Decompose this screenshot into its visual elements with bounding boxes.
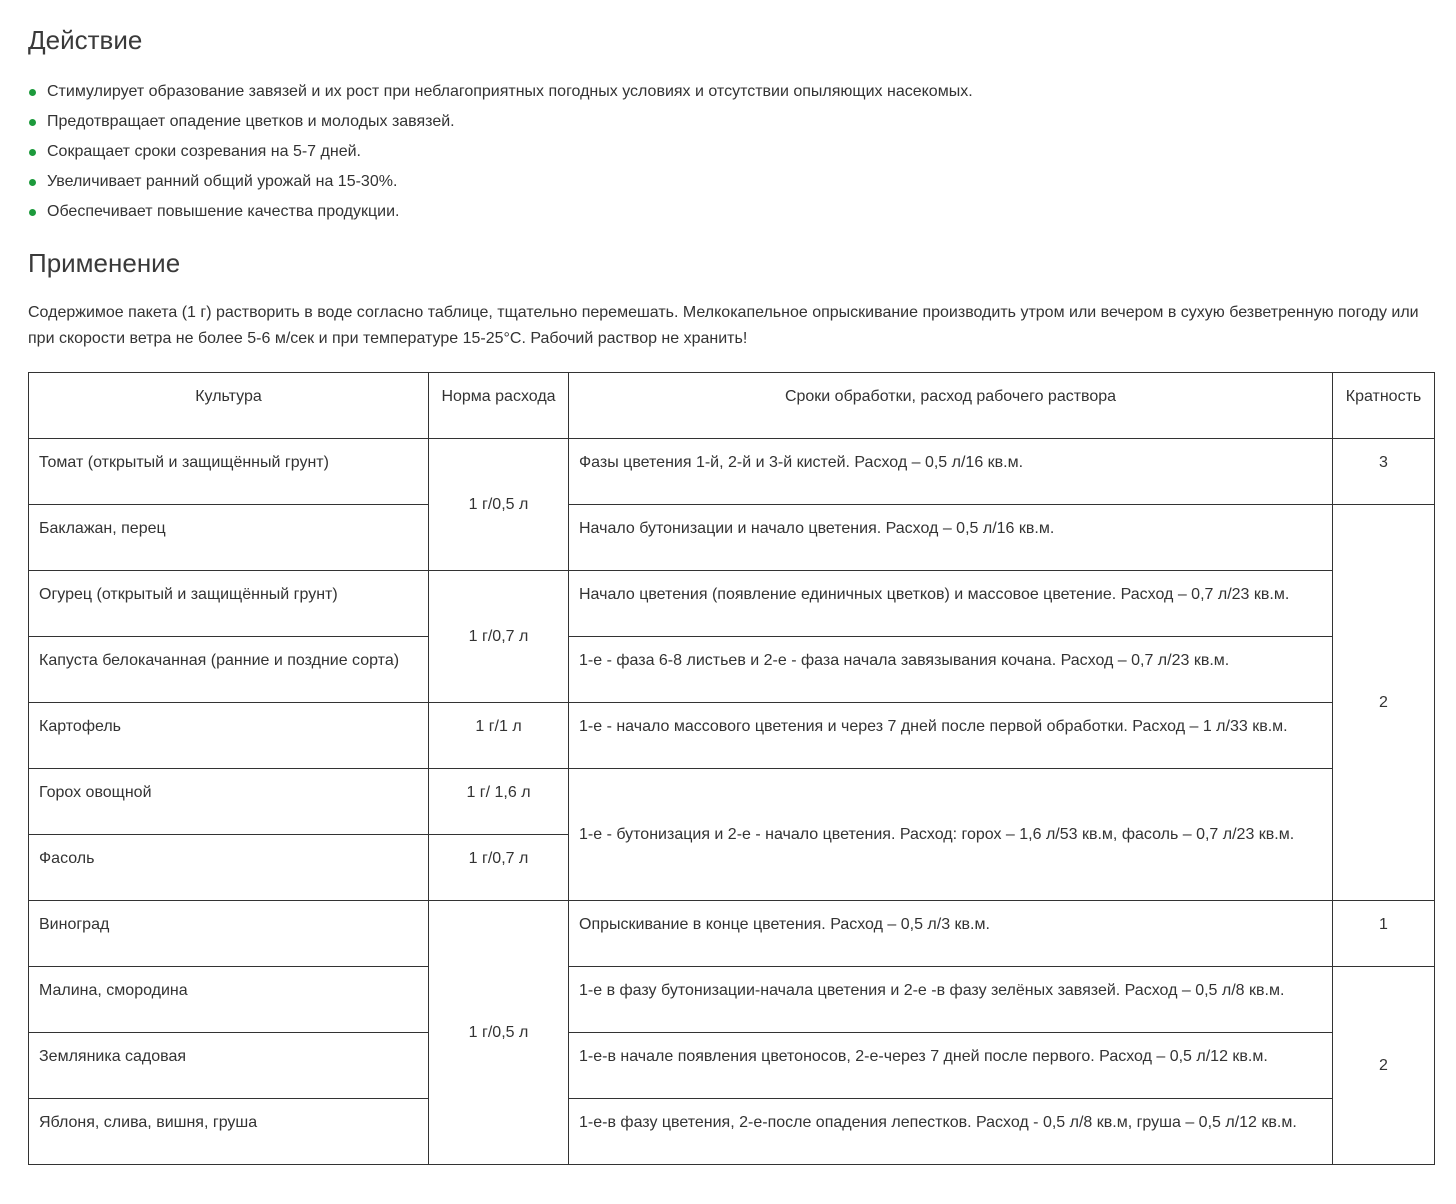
table-row [29, 439, 1435, 505]
table-row [29, 637, 1435, 703]
cell-crop: Земляника садовая [29, 1033, 429, 1099]
cell-timing: 1-е в фазу бутонизации-начала цветения и 2-е -в фазу зелёных завязей. Расход – 0,5 л/8 кв.м. [569, 967, 1333, 1033]
header-multiplicity: Кратность [1333, 373, 1435, 439]
cell-timing: Опрыскивание в конце цветения. Расход – 0,5 л/3 кв.м. [569, 901, 1333, 967]
bullet-icon [29, 149, 36, 156]
cell-rate: 1 г/0,7 л [429, 835, 569, 901]
cell-rate: 1 г/1 л [429, 703, 569, 769]
list-item [28, 107, 973, 137]
list-item-text: Сокращает сроки созревания на 5-7 дней. [47, 143, 361, 160]
cell-crop: Виноград [29, 901, 429, 967]
cell-timing: Фазы цветения 1-й, 2-й и 3-й кистей. Расход – 0,5 л/16 кв.м. [569, 439, 1333, 505]
table-row [29, 769, 1435, 835]
section-title-action: Действие [28, 25, 143, 55]
cell-crop: Капуста белокачанная (ранние и поздние сорта) [29, 637, 429, 703]
table-row [29, 901, 1435, 967]
cell-crop: Горох овощной [29, 769, 429, 835]
table-row [29, 571, 1435, 637]
cell-multiplicity: 3 [1333, 439, 1435, 505]
table-row [29, 1033, 1435, 1099]
list-item-text: Увеличивает ранний общий урожай на 15-30%. [47, 173, 398, 190]
cell-rate: 1 г/0,5 л [429, 439, 569, 571]
list-item-text: Предотвращает опадение цветков и молодых завязей. [47, 113, 455, 130]
list-item [28, 197, 973, 227]
cell-rate: 1 г/0,5 л [429, 901, 569, 1165]
usage-paragraph: Содержимое пакета (1 г) растворить в воде согласно таблице, тщательно перемешать. Мелкокапельное опрыскивание производить утром или вечером в сухую безветренную погоду или при скорости ветра не более 5-6 м/сек и при температуре 15-25°С. Рабочий раствор не хранить! [28, 304, 1419, 347]
section-title-usage: Применение [28, 248, 181, 278]
cell-crop: Малина, смородина [29, 967, 429, 1033]
bullet-icon [29, 209, 36, 216]
list-item [28, 77, 973, 107]
table-header-row [29, 373, 1435, 439]
bullet-icon [29, 89, 36, 96]
cell-timing: Начало бутонизации и начало цветения. Расход – 0,5 л/16 кв.м. [569, 505, 1333, 571]
cell-crop: Баклажан, перец [29, 505, 429, 571]
cell-multiplicity: 2 [1333, 967, 1435, 1165]
cell-crop: Картофель [29, 703, 429, 769]
cell-timing: 1-е - начало массового цветения и через 7 дней после первой обработки. Расход – 1 л/33 кв.м. [569, 703, 1333, 769]
usage-table [28, 372, 1435, 1165]
header-rate: Норма расхода [429, 373, 569, 439]
cell-rate: 1 г/ 1,6 л [429, 769, 569, 835]
cell-crop: Яблоня, слива, вишня, груша [29, 1099, 429, 1165]
cell-timing: 1-е-в фазу цветения, 2-е-после опадения лепестков. Расход - 0,5 л/8 кв.м, груша – 0,5 л/12 кв.м. [569, 1099, 1333, 1165]
table-row [29, 703, 1435, 769]
cell-timing: Начало цветения (появление единичных цветков) и массовое цветение. Расход – 0,7 л/23 кв.м. [569, 571, 1333, 637]
table-row [29, 1099, 1435, 1165]
list-item [28, 137, 973, 167]
cell-timing: 1-е - фаза 6-8 листьев и 2-е - фаза начала завязывания кочана. Расход – 0,7 л/23 кв.м. [569, 637, 1333, 703]
cell-multiplicity: 2 [1333, 505, 1435, 901]
action-list [28, 77, 973, 227]
header-timing: Сроки обработки, расход рабочего раствора [569, 373, 1333, 439]
list-item-text: Обеспечивает повышение качества продукции. [47, 203, 400, 220]
cell-timing: 1-е - бутонизация и 2-е - начало цветения. Расход: горох – 1,6 л/53 кв.м, фасоль – 0,7 л/23 кв.м. [569, 769, 1333, 901]
list-item [28, 167, 973, 197]
cell-multiplicity: 1 [1333, 901, 1435, 967]
bullet-icon [29, 119, 36, 126]
cell-timing: 1-е-в начале появления цветоносов, 2-е-через 7 дней после первого. Расход – 0,5 л/12 кв.м. [569, 1033, 1333, 1099]
cell-crop: Томат (открытый и защищённый грунт) [29, 439, 429, 505]
header-crop: Культура [29, 373, 429, 439]
bullet-icon [29, 179, 36, 186]
cell-crop: Огурец (открытый и защищённый грунт) [29, 571, 429, 637]
list-item-text: Стимулирует образование завязей и их рост при неблагоприятных погодных условиях и отсутствии опыляющих насекомых. [47, 83, 973, 100]
cell-rate: 1 г/0,7 л [429, 571, 569, 703]
cell-crop: Фасоль [29, 835, 429, 901]
table-row [29, 967, 1435, 1033]
table-row [29, 505, 1435, 571]
